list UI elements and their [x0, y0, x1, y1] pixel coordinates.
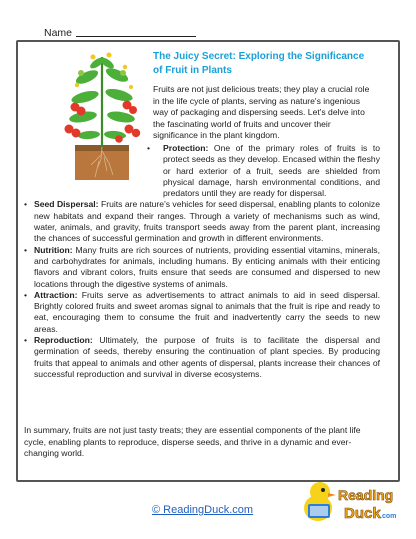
bullet-attraction: [24, 290, 380, 335]
bullet-text: Fruits are nature's vehicles for seed dispersal, enabling plants to colonize new habitats and expand their ranges. Through a variety of mechanisms such as wind, water, animals, and gravity, fruits transport seeds away from the parent plant, increasing the chances of successful germination and growth in different environments.: [34, 199, 381, 244]
article-intro: Fruits are not just delicious treats; they play a crucial role in the life cycle of plants, serving as nature's ingenious way of packaging and dispersing seeds. Let's delve into the fascinating world of fruits and uncover their significance in the plant kingdom.: [153, 84, 370, 140]
name-label: Name: [44, 27, 73, 39]
article-title: The Juicy Secret: Exploring the Significance of Fruit in Plants: [153, 51, 365, 76]
bullet-dot: •: [24, 289, 28, 300]
logo-text-duck: Duck: [344, 505, 381, 522]
bullet-nutrition: [24, 245, 380, 290]
bullet-term: Attraction:: [34, 289, 78, 300]
bullet-term: Protection:: [163, 143, 209, 153]
bullet-seed-dispersal: [24, 199, 380, 244]
logo-text-com: .com: [380, 513, 397, 520]
name-field: [44, 27, 196, 39]
bullet-list: [24, 143, 380, 380]
bullet-dot: •: [24, 244, 28, 255]
readingduck-link[interactable]: © ReadingDuck.com: [152, 504, 254, 516]
article-summary: In summary, fruits are not just tasty treats; they are essential components of the plant life cycle, enabling plants to reproduce, disperse seeds, and thrive in a dynamic and ever-changing world.: [24, 425, 361, 458]
bullet-text: One of the primary roles of fruits is to protect seeds as they develop. Encased within the fleshy or hard exterior of a fruit, seeds are shielded from physical damage, harsh environmental conditions, and predators until they are ready for dispersal.: [163, 143, 380, 199]
reading-duck-logo: [300, 474, 404, 530]
bullet-dot: •: [147, 143, 151, 153]
bullet-term: Seed Dispersal:: [34, 199, 99, 210]
bullet-term: Reproduction:: [34, 335, 93, 346]
bullet-dot: •: [24, 199, 28, 210]
bullet-term: Nutrition:: [34, 244, 73, 255]
bullet-text: Ultimately, the purpose of fruits is to facilitate the dispersal and germination of seeds, thereby ensuring the continuation of plant species. By producing fruits that appeal to animals and other agents of dispersal, plants increase their chances of successful reproduction and survival in diverse ecosystems.: [34, 335, 380, 379]
bullet-text: Fruits serve as advertisements to attract animals to aid in seed dispersal. Brightly colored fruits and sweet aromas signal to animals that the fruit is ripe and ready to eat, encouraging them to consume the fruit and inadvertently carry the seeds to new areas.: [34, 289, 380, 334]
bullet-reproduction: [24, 335, 380, 380]
bullet-protection: [145, 143, 380, 199]
name-underline: [76, 36, 196, 37]
bullet-dot: •: [24, 335, 28, 346]
bullet-text: Many fruits are rich sources of nutrients, providing essential vitamins, minerals, and carbohydrates for animals, including humans. By enticing animals with their enticing flavors and vibrant colors, fruits ensure that seeds are consumed and dispersed to new locations through the digestive systems of animals.: [34, 244, 380, 289]
logo-text-reading: Reading: [338, 487, 394, 503]
